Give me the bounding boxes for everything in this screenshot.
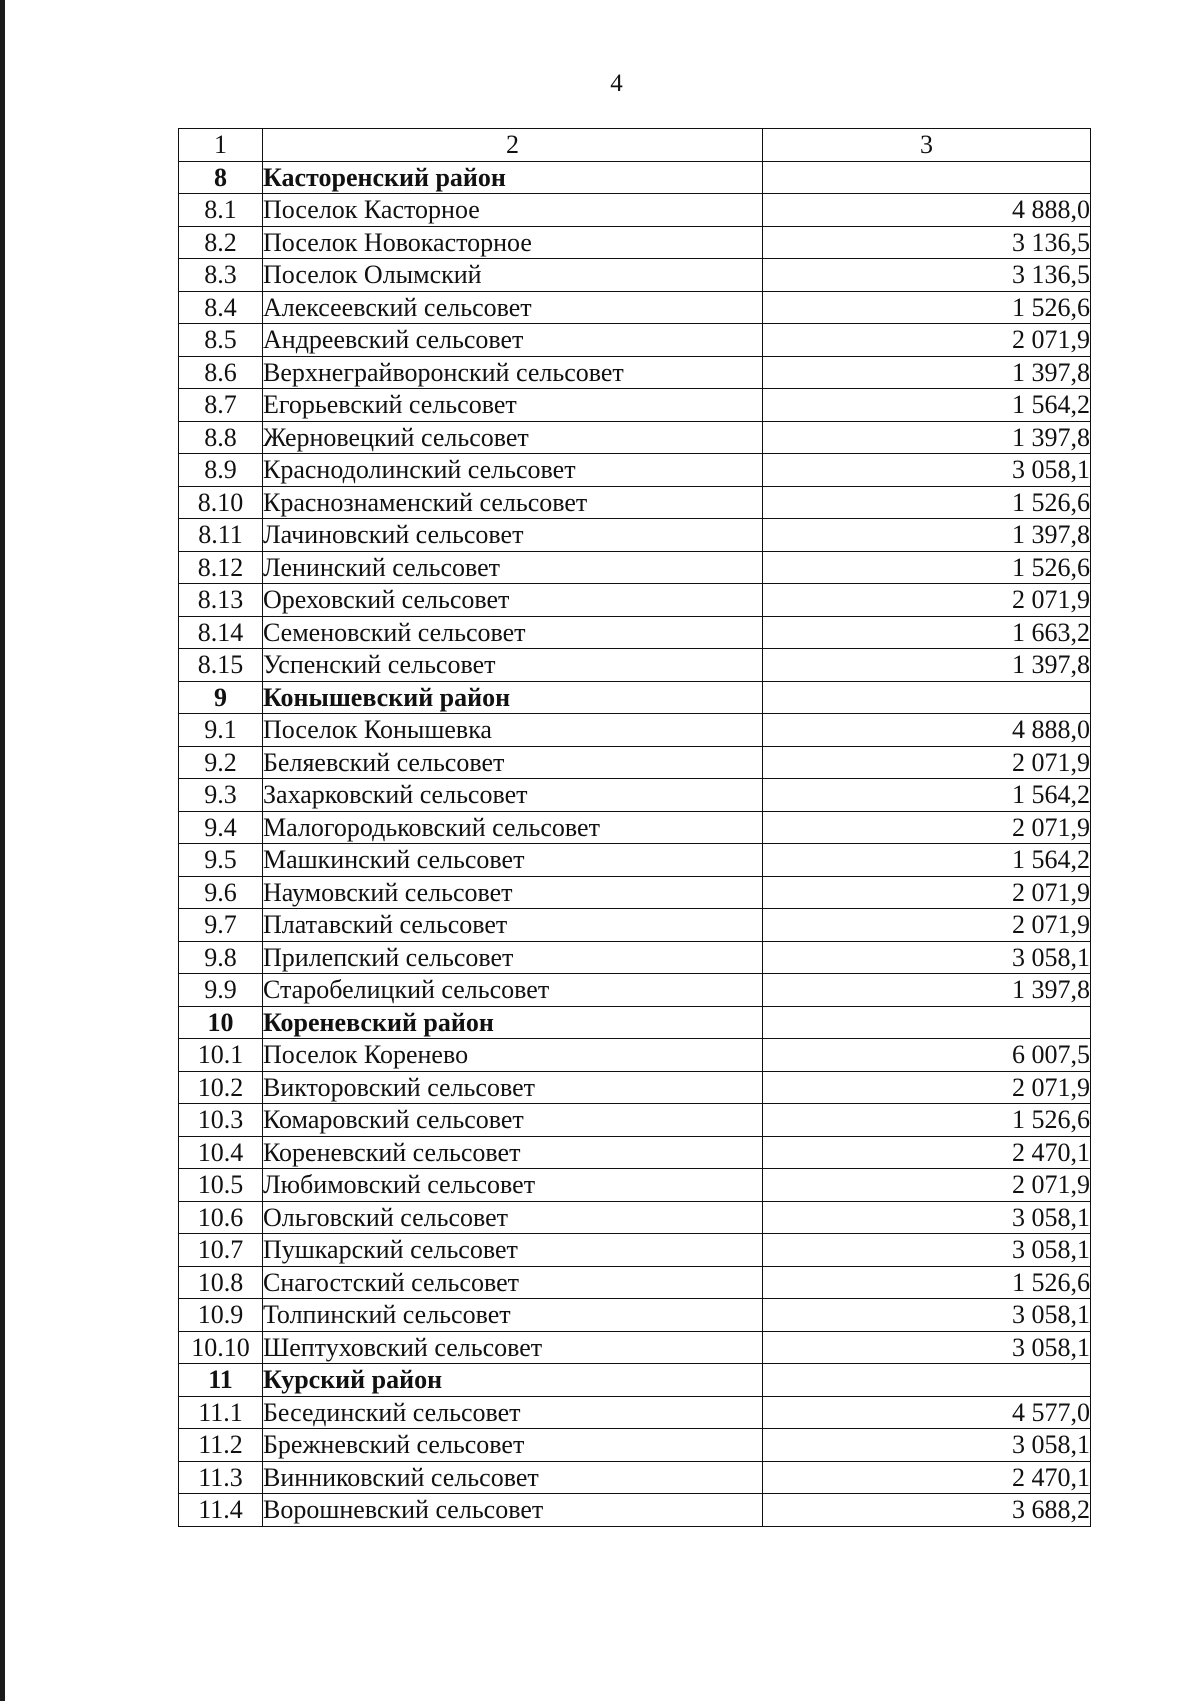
row-value: 3 058,1 [763,941,1091,974]
row-name: Поселок Касторное [263,194,763,227]
row-number: 9.7 [179,909,263,942]
row-value: 1 526,6 [763,486,1091,519]
table-row [179,551,1091,584]
row-value: 3 058,1 [763,1234,1091,1267]
table-row [179,1331,1091,1364]
row-value: 1 397,8 [763,974,1091,1007]
row-name: Комаровский сельсовет [263,1104,763,1137]
row-value: 2 071,9 [763,876,1091,909]
table-row [179,421,1091,454]
row-name: Брежневский сельсовет [263,1429,763,1462]
section-title: Конышевский район [263,681,763,714]
row-value: 3 136,5 [763,226,1091,259]
row-name: Беляевский сельсовет [263,746,763,779]
table-row [179,389,1091,422]
row-number: 9.5 [179,844,263,877]
table-row [179,1461,1091,1494]
row-name: Толпинский сельсовет [263,1299,763,1332]
row-value: 2 071,9 [763,746,1091,779]
section-number: 8 [179,161,263,194]
row-value: 1 397,8 [763,356,1091,389]
row-value: 1 397,8 [763,519,1091,552]
row-value: 1 526,6 [763,1266,1091,1299]
table-row [179,194,1091,227]
table-row [179,486,1091,519]
table-row [179,616,1091,649]
table-row [179,259,1091,292]
row-number: 8.10 [179,486,263,519]
table-row [179,1039,1091,1072]
row-name: Ворошневский сельсовет [263,1494,763,1527]
row-name: Платавский сельсовет [263,909,763,942]
row-number: 8.2 [179,226,263,259]
row-name: Захарковский сельсовет [263,779,763,812]
row-name: Кореневский сельсовет [263,1136,763,1169]
table-row [179,454,1091,487]
row-name: Поселок Новокасторное [263,226,763,259]
row-number: 11.1 [179,1396,263,1429]
section-number: 9 [179,681,263,714]
table-body [179,129,1091,1527]
row-number: 8.3 [179,259,263,292]
row-name: Алексеевский сельсовет [263,291,763,324]
allocation-table [178,128,1091,1527]
row-number: 10.7 [179,1234,263,1267]
row-value: 2 071,9 [763,324,1091,357]
section-row [179,1006,1091,1039]
row-number: 8.9 [179,454,263,487]
row-number: 8.15 [179,649,263,682]
section-title: Касторенский район [263,161,763,194]
table-row [179,1429,1091,1462]
table-row [179,226,1091,259]
row-value: 2 071,9 [763,584,1091,617]
row-name: Поселок Олымский [263,259,763,292]
row-value: 1 397,8 [763,649,1091,682]
row-value: 1 526,6 [763,551,1091,584]
table-row [179,876,1091,909]
row-value: 1 526,6 [763,1104,1091,1137]
row-number: 10.9 [179,1299,263,1332]
row-value: 2 071,9 [763,811,1091,844]
section-number: 11 [179,1364,263,1397]
row-name: Машкинский сельсовет [263,844,763,877]
section-row [179,161,1091,194]
table-row [179,844,1091,877]
row-number: 9.4 [179,811,263,844]
table-row [179,1104,1091,1137]
row-name: Ольговский сельсовет [263,1201,763,1234]
table-row [179,356,1091,389]
header-col-3: 3 [763,129,1091,162]
section-row [179,1364,1091,1397]
section-value-empty [763,1364,1091,1397]
table-row [179,974,1091,1007]
row-name: Шептуховский сельсовет [263,1331,763,1364]
row-number: 9.6 [179,876,263,909]
row-number: 9.9 [179,974,263,1007]
table-row [179,746,1091,779]
row-value: 3 688,2 [763,1494,1091,1527]
row-number: 11.2 [179,1429,263,1462]
row-value: 4 888,0 [763,714,1091,747]
row-name: Лачиновский сельсовет [263,519,763,552]
row-number: 8.12 [179,551,263,584]
scan-left-edge [0,0,5,1701]
table-row [179,811,1091,844]
table-row [179,714,1091,747]
row-value: 1 526,6 [763,291,1091,324]
row-number: 8.13 [179,584,263,617]
row-value: 1 663,2 [763,616,1091,649]
table-row [179,779,1091,812]
row-name: Успенский сельсовет [263,649,763,682]
row-name: Краснодолинский сельсовет [263,454,763,487]
header-col-1: 1 [179,129,263,162]
section-value-empty [763,161,1091,194]
row-value: 1 564,2 [763,389,1091,422]
row-value: 3 058,1 [763,1429,1091,1462]
row-value: 1 397,8 [763,421,1091,454]
row-name: Краснознаменский сельсовет [263,486,763,519]
section-row [179,681,1091,714]
row-value: 2 470,1 [763,1136,1091,1169]
row-name: Малогородьковский сельсовет [263,811,763,844]
table-row [179,1201,1091,1234]
row-name: Жерновецкий сельсовет [263,421,763,454]
row-value: 1 564,2 [763,779,1091,812]
row-value: 3 058,1 [763,1299,1091,1332]
row-name: Снагостский сельсовет [263,1266,763,1299]
table-row [179,1071,1091,1104]
table-row [179,909,1091,942]
row-name: Прилепский сельсовет [263,941,763,974]
row-number: 9.3 [179,779,263,812]
table-row [179,1266,1091,1299]
row-value: 3 058,1 [763,1201,1091,1234]
row-name: Ореховский сельсовет [263,584,763,617]
row-number: 10.5 [179,1169,263,1202]
row-number: 8.6 [179,356,263,389]
row-name: Андреевский сельсовет [263,324,763,357]
section-number: 10 [179,1006,263,1039]
row-name: Семеновский сельсовет [263,616,763,649]
row-name: Бесединский сельсовет [263,1396,763,1429]
row-number: 8.5 [179,324,263,357]
row-number: 8.4 [179,291,263,324]
table-row [179,1234,1091,1267]
table-row [179,324,1091,357]
row-number: 10.1 [179,1039,263,1072]
row-number: 10.3 [179,1104,263,1137]
table-row [179,1299,1091,1332]
row-name: Поселок Конышевка [263,714,763,747]
row-number: 8.14 [179,616,263,649]
row-name: Ленинский сельсовет [263,551,763,584]
row-number: 11.4 [179,1494,263,1527]
row-name: Верхнеграйворонский сельсовет [263,356,763,389]
page-number: 4 [610,70,623,97]
row-name: Винниковский сельсовет [263,1461,763,1494]
row-name: Егорьевский сельсовет [263,389,763,422]
table-row [179,649,1091,682]
row-value: 2 071,9 [763,909,1091,942]
row-number: 11.3 [179,1461,263,1494]
row-name: Любимовский сельсовет [263,1169,763,1202]
row-value: 2 071,9 [763,1071,1091,1104]
row-name: Наумовский сельсовет [263,876,763,909]
row-value: 3 058,1 [763,454,1091,487]
row-number: 9.2 [179,746,263,779]
header-col-2: 2 [263,129,763,162]
table-row [179,941,1091,974]
row-number: 10.4 [179,1136,263,1169]
row-name: Старобелицкий сельсовет [263,974,763,1007]
row-number: 8.1 [179,194,263,227]
row-number: 10.10 [179,1331,263,1364]
table-row [179,1494,1091,1527]
table-row [179,1169,1091,1202]
row-value: 2 071,9 [763,1169,1091,1202]
row-number: 9.8 [179,941,263,974]
row-name: Пушкарский сельсовет [263,1234,763,1267]
row-value: 2 470,1 [763,1461,1091,1494]
row-value: 4 577,0 [763,1396,1091,1429]
row-number: 10.2 [179,1071,263,1104]
table-row [179,1396,1091,1429]
table-row [179,1136,1091,1169]
row-number: 8.8 [179,421,263,454]
row-value: 1 564,2 [763,844,1091,877]
section-title: Курский район [263,1364,763,1397]
row-name: Поселок Коренево [263,1039,763,1072]
table-row [179,519,1091,552]
row-value: 3 058,1 [763,1331,1091,1364]
row-value: 6 007,5 [763,1039,1091,1072]
row-value: 3 136,5 [763,259,1091,292]
row-number: 8.7 [179,389,263,422]
table-row [179,584,1091,617]
table-header-row [179,129,1091,162]
row-number: 8.11 [179,519,263,552]
row-number: 10.6 [179,1201,263,1234]
section-value-empty [763,1006,1091,1039]
row-value: 4 888,0 [763,194,1091,227]
table-row [179,291,1091,324]
row-number: 10.8 [179,1266,263,1299]
row-number: 9.1 [179,714,263,747]
section-value-empty [763,681,1091,714]
section-title: Кореневский район [263,1006,763,1039]
row-name: Викторовский сельсовет [263,1071,763,1104]
